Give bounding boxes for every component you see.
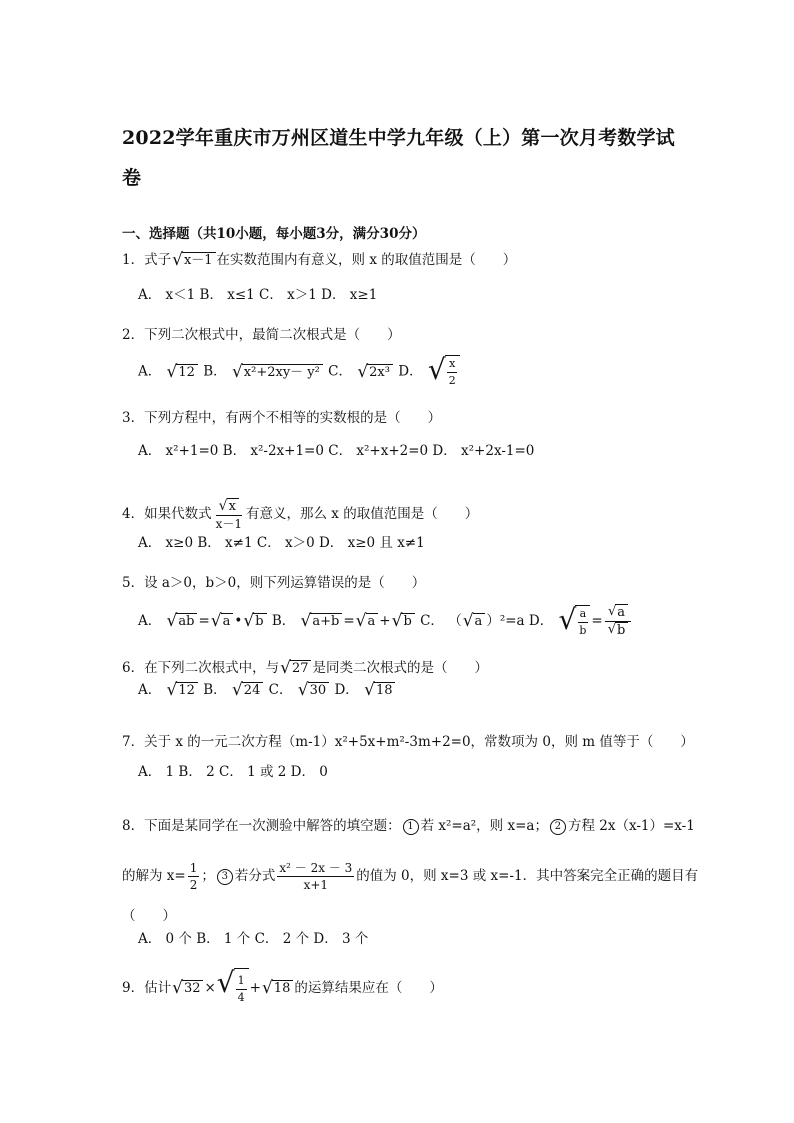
question-4	[122, 496, 478, 532]
option-label: A．	[138, 613, 162, 629]
radicand: 27	[290, 660, 312, 677]
option-label: D．	[334, 682, 359, 698]
fraction: √ x x－1	[215, 497, 242, 531]
question-number: 5．	[122, 575, 145, 591]
option-label: C．	[328, 363, 353, 380]
radical: √ 12	[167, 364, 198, 381]
question-number: 4．	[122, 506, 145, 522]
question-text: 若 x²=a²，则 x=a；	[420, 818, 548, 834]
question-number: 9．	[122, 980, 145, 996]
denominator: 2	[448, 374, 456, 387]
question-text: 关于 x 的一元二次方程（m-1）x²+5x+m²-3m+2=0，常数项为 0，则 m 值等于（ ）	[144, 734, 694, 750]
radical: √ $\frac{x}{2}$	[428, 355, 460, 389]
radical: √ $\frac{1}{4}$	[217, 968, 249, 1009]
question-text: 是同类二次根式的是（ ）	[312, 660, 488, 676]
question-text: 的解为 x=	[122, 868, 186, 884]
question-number: 3．	[122, 410, 145, 426]
question-text: 下面是某同学在一次测验中解答的填空题：	[144, 818, 401, 834]
options-7: A． 1 B． 2 C． 1 或 2 D． 0	[138, 764, 328, 780]
option-d-expr: √ $\frac{a}{b}$	[559, 605, 591, 639]
question-2	[122, 325, 401, 345]
question-text: ；	[201, 868, 215, 884]
circled-number: 2	[550, 819, 566, 835]
option-d-rhs: √ a √ b	[605, 604, 632, 639]
question-5	[122, 573, 425, 593]
radicand: x²+2xy－ y²	[242, 364, 323, 381]
fraction	[188, 860, 200, 893]
question-6	[122, 658, 488, 678]
option-label: C．	[420, 613, 444, 629]
option-a-expr: √ ab = √ a • √ b	[166, 613, 268, 629]
question-text: 在实数范围内有意义，则 x 的取值范围是（ ）	[216, 252, 517, 268]
question-text: 下列方程中，有两个不相等的实数根的是（ ）	[144, 410, 442, 426]
option-c-expr: （ √ a ）²=a	[448, 611, 525, 631]
radical: √ 27	[280, 660, 311, 677]
option-label: B．	[203, 682, 227, 698]
question-text: 有意义，那么 x 的取值范围是（ ）	[246, 506, 479, 522]
exam-title: 2022学年重庆市万州区道生中学九年级（上）第一次月考数学试卷	[122, 127, 675, 189]
options-6	[138, 680, 396, 700]
fraction	[277, 860, 354, 893]
radical: √ 2x³	[357, 364, 393, 381]
option-label: A．	[138, 363, 162, 380]
question-8-line-1	[122, 816, 695, 836]
question-text: 式子	[144, 252, 172, 268]
options-2	[138, 355, 461, 389]
radicand: 12	[176, 682, 198, 699]
option-label: B．	[203, 363, 227, 380]
question-text: 方程 2x（x-1）=x-1	[567, 818, 695, 834]
question-number: 8．	[122, 818, 145, 834]
radical: √ 12	[167, 682, 198, 699]
question-7	[122, 732, 694, 752]
question-number: 6．	[122, 660, 145, 676]
circled-number: 3	[217, 869, 233, 885]
denominator: 2	[189, 878, 198, 892]
option-label: B．	[271, 613, 296, 629]
option-c-tail: ²=a	[499, 613, 525, 629]
question-text: 的值为 0，则 x=3 或 x=-1．其中答案完全正确的题目有	[356, 868, 699, 884]
question-text: 的运算结果应在（ ）	[294, 980, 443, 996]
operator: ×	[204, 980, 216, 996]
question-8-line-2	[122, 856, 698, 896]
radicand: 32	[182, 980, 204, 997]
question-number: 7．	[122, 734, 145, 750]
denominator: 4	[237, 991, 245, 1004]
question-text: 估计	[144, 980, 172, 996]
options-5: A． √ ab = √ a • √ b B． √ a+b = √ a + √ b C． （ √ a ）²=a D． √ $\frac{a}{b}$ = √ a √ b	[138, 604, 633, 639]
numerator: x	[447, 356, 457, 373]
radicand: 12	[176, 364, 198, 381]
question-number: 2．	[122, 327, 145, 343]
radical: √ 18	[364, 682, 395, 699]
option-label: C．	[268, 682, 293, 698]
question-number: 1．	[122, 252, 145, 268]
radicand: 18	[272, 980, 294, 997]
option-label: D．	[398, 363, 423, 380]
radical: √ 30	[298, 682, 329, 699]
radicand: 24	[242, 682, 264, 699]
option-b-expr: √ a+b = √ a + √ b	[300, 613, 416, 629]
question-text: 下列二次根式中，最简二次根式是（ ）	[144, 327, 401, 343]
radical: √ 32	[172, 980, 203, 997]
radical: √ x²+2xy－ y²	[232, 364, 323, 381]
radicand: x－1	[182, 252, 216, 269]
radicand: 30	[308, 682, 330, 699]
option-label: D．	[528, 613, 554, 629]
numerator: 1	[236, 973, 247, 990]
radicand: x	[227, 498, 239, 515]
question-8-line-3: （ ）	[122, 908, 176, 924]
question-text: 设 a＞0，b＞0，则下列运算错误的是（ ）	[144, 575, 426, 591]
question-text: 若分式	[234, 868, 276, 884]
section-heading: 一、选择题（共10小题，每小题3分，满分30分）	[122, 226, 426, 242]
question-text: 如果代数式	[144, 506, 212, 522]
options-8: A． 0 个 B． 1 个 C． 2 个 D． 3 个	[138, 931, 369, 947]
options-4: A． x≥0 B． x≠1 C． x＞0 D． x≥0 且 x≠1	[138, 535, 425, 551]
question-3	[122, 408, 441, 428]
options-1: A． x＜1 B． x≤1 C． x＞1 D． x≥1	[138, 287, 378, 303]
option-label: A．	[138, 682, 162, 698]
numerator: x² － 2x － 3	[279, 861, 353, 875]
question-9	[122, 968, 443, 1009]
radical: √ 24	[232, 682, 263, 699]
radical: √ 18	[262, 980, 293, 997]
circled-number: 1	[403, 819, 419, 835]
radicand: 2x³	[367, 364, 393, 381]
denominator: x+1	[303, 878, 329, 892]
options-3: A． x²+1=0 B． x²-2x+1=0 C． x²+x+2=0 D． x²+2x-1=0	[138, 443, 535, 459]
operator: +	[249, 980, 261, 996]
numerator: 1	[189, 861, 198, 875]
radicand: 18	[374, 682, 396, 699]
question-1	[122, 250, 516, 270]
question-text: 在下列二次根式中，与	[144, 660, 280, 676]
radical: √ x－1	[172, 252, 215, 269]
denominator: x－1	[215, 516, 242, 531]
